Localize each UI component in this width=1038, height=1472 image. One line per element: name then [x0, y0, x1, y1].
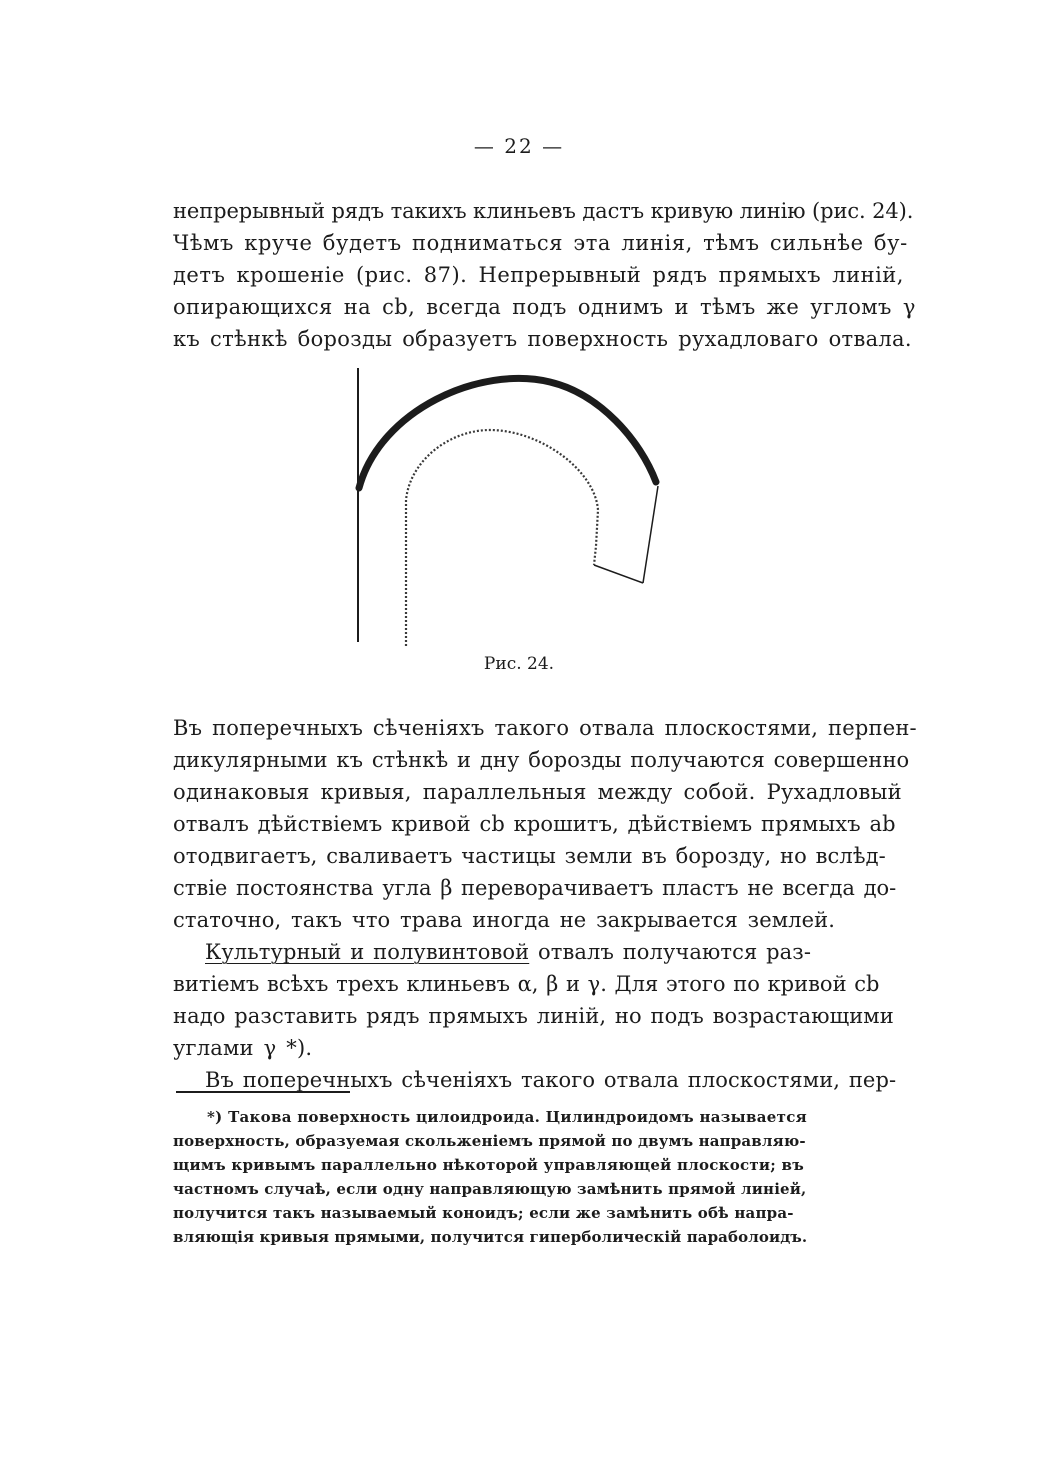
paragraph-3-line-4: углами γ *). — [173, 1036, 313, 1060]
footnote-line-6: вляющія кривыя прямыми, получится гиперболическій параболоидъ. — [173, 1228, 808, 1246]
paragraph-2-line-6: ствіе постоянства угла β переворачиваетъ пластъ не всегда до- — [173, 876, 897, 900]
underlined-phrase: Культурный и полувинтовой — [205, 940, 530, 964]
paragraph-2-line-7: статочно, такъ что трава иногда не закрывается землей. — [173, 908, 835, 932]
inner-soil-wavy-line — [406, 430, 598, 646]
paragraph-4-line-1: Въ поперечныхъ сѣченіяхъ такого отвала плоскостями, пер- — [205, 1068, 897, 1092]
bottom-closing-line — [594, 565, 643, 583]
paragraph-2-line-2: дикулярными къ стѣнкѣ и дну борозды получаются совершенно — [173, 748, 910, 772]
figure-caption: Рис. 24. — [483, 654, 555, 674]
footnote-line-3: щимъ кривымъ параллельно нѣкоторой управляющей плоскости; въ — [173, 1156, 804, 1174]
paragraph-1-line-3: детъ крошеніе (рис. 87). Непрерывный рядъ прямыхъ линій, — [173, 263, 904, 287]
paragraph-2-line-4: отвалъ дѣйствіемъ кривой cb крошитъ, дѣйствіемъ прямыхъ ab — [173, 812, 896, 836]
paragraph-3-line-2: витіемъ всѣхъ трехъ клиньевъ α, β и γ. Для этого по кривой cb — [173, 972, 880, 996]
paragraph-3-line-3: надо разставить рядъ прямыхъ линій, но подъ возрастающими — [173, 1004, 894, 1028]
paragraph-1-line-4: опирающихся на cb, всегда подъ однимъ и тѣмъ же угломъ γ — [173, 295, 916, 319]
page-number: — 22 — — [473, 134, 565, 158]
paragraph-2-line-1: Въ поперечныхъ сѣченіяхъ такого отвала плоскостями, перпен- — [173, 716, 917, 740]
paragraph-2-line-5: отодвигаетъ, сваливаетъ частицы земли въ борозду, но вслѣд- — [173, 844, 886, 868]
outer-curve-cb — [359, 378, 656, 488]
footnote-line-2: поверхность, образуемая скольженіемъ прямой по двумъ направляю- — [173, 1132, 806, 1150]
footnote-line-5: получится такъ называемый коноидъ; если же замѣнить обѣ напра- — [173, 1204, 794, 1222]
footnote-line-4: частномъ случаѣ, если одну направляющую замѣнить прямой линіей, — [173, 1180, 807, 1198]
paragraph-3-line-1-rest: отвалъ получаются раз- — [529, 940, 812, 964]
paragraph-3-line-1 — [205, 937, 811, 967]
footnote-separator — [176, 1091, 350, 1093]
footnote-line-1: *) Такова поверхность цилоидроида. Цилиндроидомъ называется — [207, 1108, 808, 1126]
paragraph-2-line-3: одинаковыя кривыя, параллельныя между собой. Рухадловый — [173, 780, 902, 804]
paragraph-1-line-2: Чѣмъ круче будетъ подниматься эта линія, тѣмъ сильнѣе бу- — [173, 231, 908, 255]
paragraph-1-line-5: къ стѣнкѣ борозды образуетъ поверхность рухадловаго отвала. — [173, 327, 912, 351]
outer-edge-line — [643, 486, 658, 583]
paragraph-1-line-1: непрерывный рядъ такихъ клиньевъ дастъ кривую линію (рис. 24). — [173, 199, 914, 223]
figure-24-diagram — [340, 360, 680, 660]
